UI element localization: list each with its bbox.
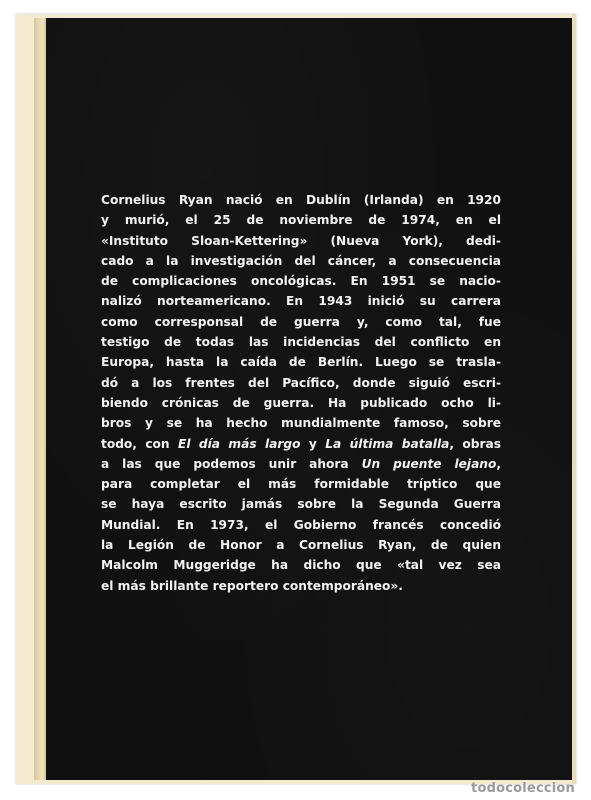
bio-line: Malcolm Muggeridge ha dicho que «tal vez sea [101,558,501,573]
book-title-el-dia-mas-largo: El día más largo [178,436,301,451]
bio-line: dó a los frentes del Pacífico, donde siguió escri- [101,375,501,390]
bio-line-titles [101,434,501,454]
page-edge-right [572,14,576,784]
bio-line: biendo crónicas de guerra. Ha publicado ocho li- [101,395,501,410]
bio-text: y [300,436,326,451]
bio-line: de complicaciones oncológicas. En 1951 se nacio- [101,274,501,289]
bio-line: «Instituto Sloan-Kettering» (Nueva York), dedi- [101,233,501,248]
bio-line: Cornelius Ryan nació en Dublín (Irlanda) en 1920 [101,193,501,207]
bio-text: , obras [449,436,501,451]
bio-line: cado a la investigación del cáncer, a consecuencia [101,253,501,268]
bio-line: nalizó norteamericano. En 1943 inició su carrera [101,294,501,309]
bio-text: todo, con [101,436,178,451]
bio-text: , [496,456,501,471]
bio-text: a las que podemos unir ahora [101,456,362,471]
bio-line: para completar el más formidable tríptico que [101,477,501,492]
bio-line: testigo de todas las incidencias del conflicto en [101,335,501,350]
author-biography [101,190,501,596]
watermark-logo: todocoleccion [471,781,575,796]
bio-line: como corresponsal de guerra y, como tal, fue [101,314,501,329]
bio-line: y murió, el 25 de noviembre de 1974, en el [101,213,501,228]
bio-line: bros y se ha hecho mundialmente famoso, sobre [101,416,501,431]
bio-line: se haya escrito jamás sobre la Segunda Guerra [101,497,501,512]
bio-line: Europa, hasta la caída de Berlín. Luego se trasla- [101,355,501,370]
bio-line: el más brillante reportero contemporáneo». [101,578,403,593]
book-title-un-puente-lejano: Un puente lejano [361,456,497,471]
bio-line: la Legión de Honor a Cornelius Ryan, de quien [101,538,501,553]
bio-line-title [101,454,501,474]
bio-line: Mundial. En 1973, el Gobierno francés concedió [101,517,501,532]
book-title-la-ultima-batalla: La última batalla [325,436,450,451]
